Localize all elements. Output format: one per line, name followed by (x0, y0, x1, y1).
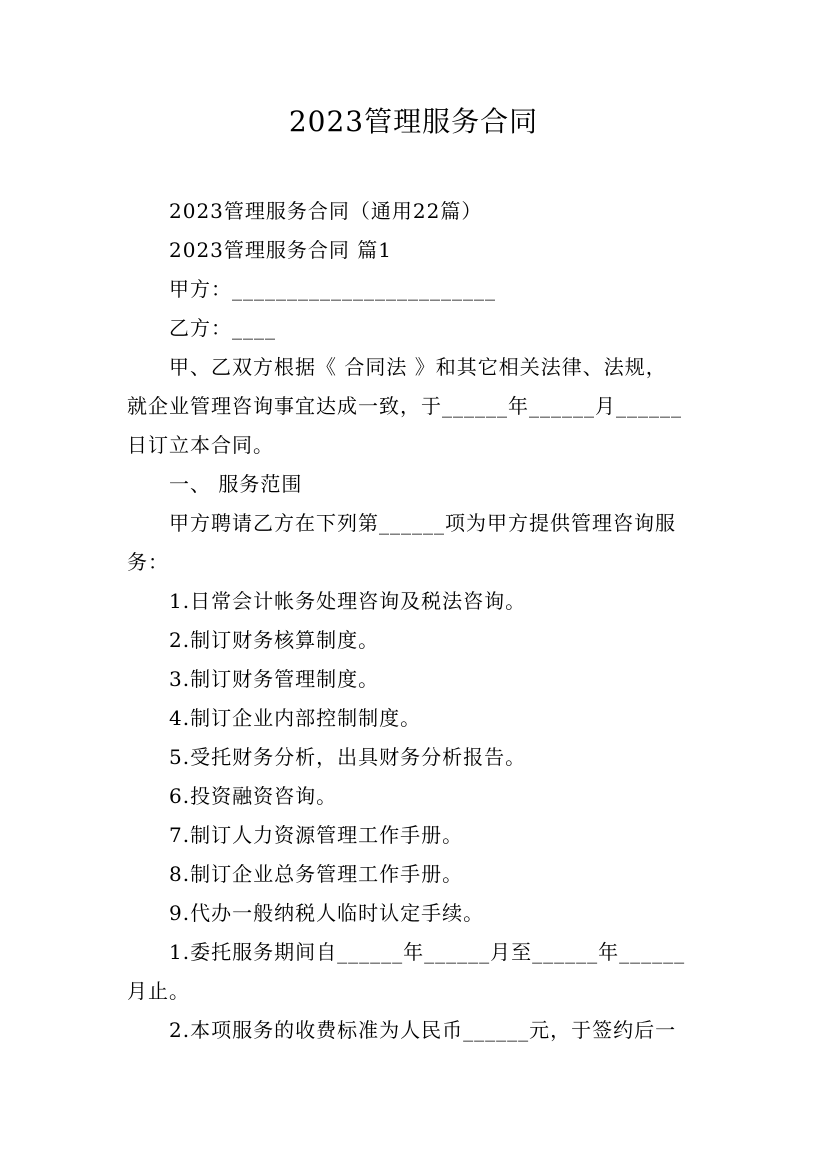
paragraph-line: 就企业管理咨询事宜达成一致，于______年______月______ (127, 394, 682, 418)
list-item: 3.制订财务管理制度。 (169, 667, 380, 691)
list-item: 1.日常会计帐务处理咨询及税法咨询。 (169, 589, 527, 613)
list-item: 9.代办一般纳税人临时认定手续。 (169, 901, 485, 925)
list-item: 2.本项服务的收费标准为人民币______元，于签约后一 (169, 1018, 677, 1042)
list-item: 7.制订人力资源管理工作手册。 (169, 823, 464, 847)
paragraph-line: 月止。 (127, 979, 190, 1003)
document-title: 2023管理服务合同 (288, 105, 539, 138)
paragraph-line: 日订立本合同。 (127, 433, 274, 457)
subtitle-line: 2023管理服务合同（通用22篇） (169, 199, 483, 223)
paragraph-line: 甲方聘请乙方在下列第______项为甲方提供管理咨询服 (169, 511, 676, 535)
list-item: 8.制订企业总务管理工作手册。 (169, 862, 464, 886)
list-item: 5.受托财务分析，出具财务分析报告。 (169, 745, 527, 769)
list-item: 4.制订企业内部控制制度。 (169, 706, 422, 730)
section-heading: 2023管理服务合同 篇1 (169, 238, 392, 262)
list-item: 6.投资融资咨询。 (169, 784, 338, 808)
clause-heading: 一、 服务范围 (169, 472, 303, 496)
list-item: 2.制订财务核算制度。 (169, 628, 380, 652)
paragraph-line: 甲、乙双方根据《 合同法 》和其它相关法律、法规， (169, 355, 667, 379)
party-b-line: 乙方：____ (169, 316, 276, 340)
party-a-line: 甲方：________________________ (169, 277, 496, 301)
paragraph-line: 务： (127, 550, 169, 574)
list-item: 1.委托服务期间自______年______月至______年______ (169, 940, 686, 964)
